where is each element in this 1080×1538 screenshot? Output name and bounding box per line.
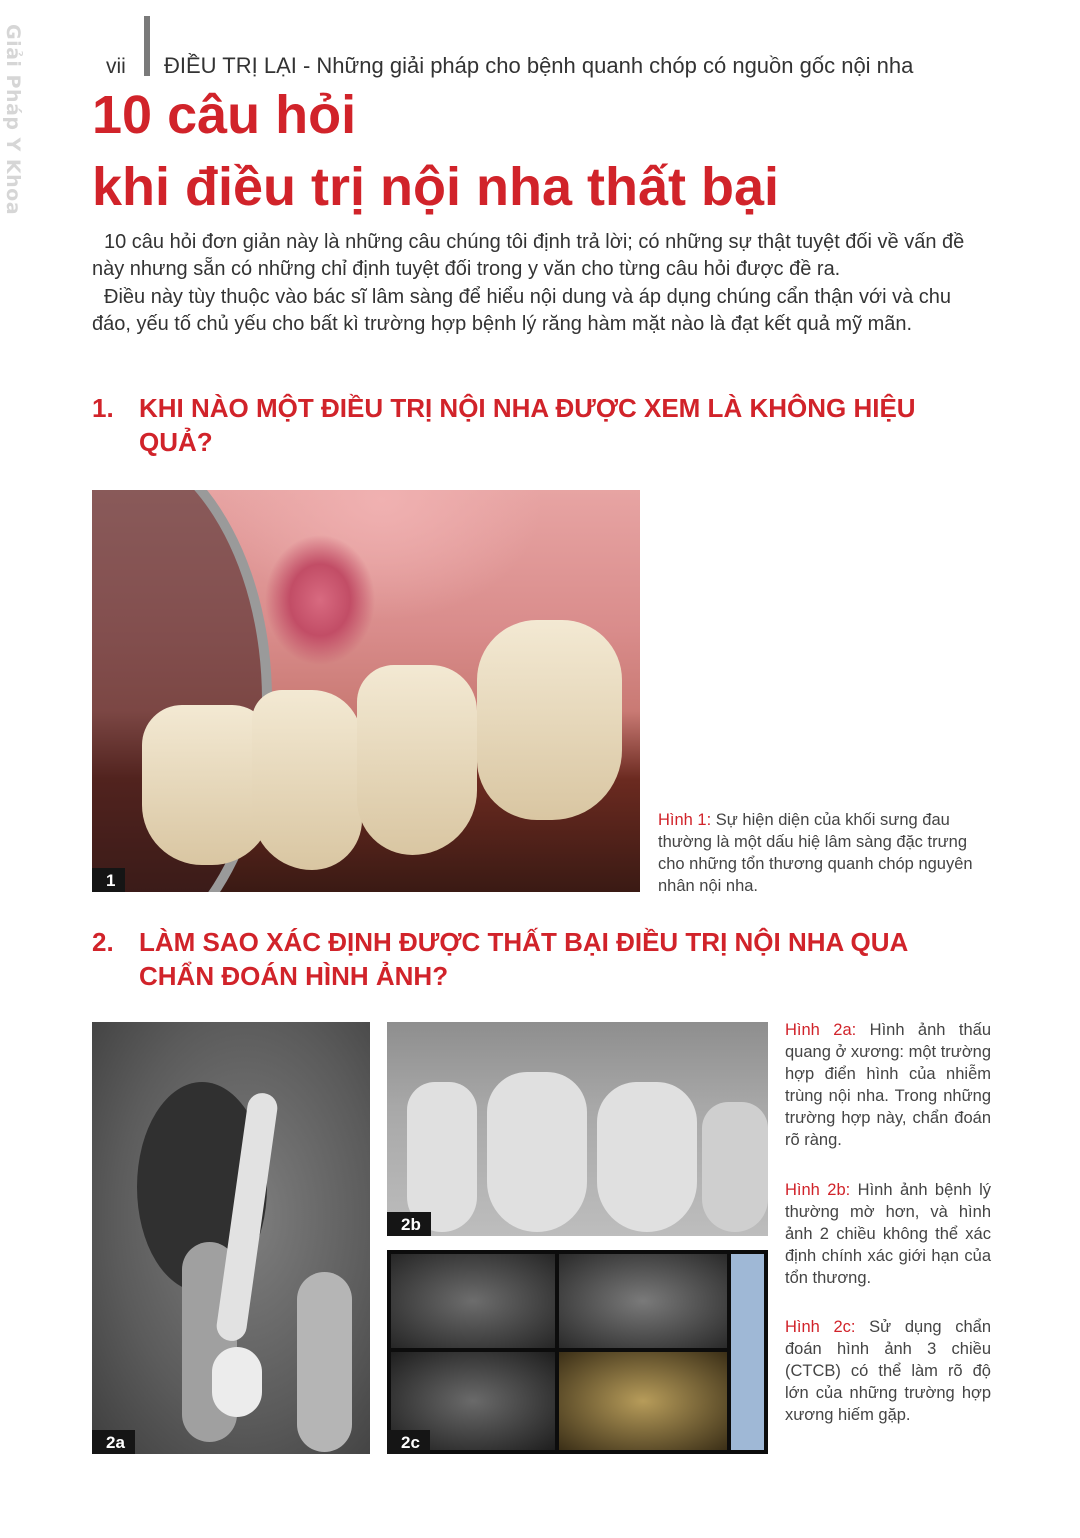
figure-2b-caption-text: Hình ảnh bệnh lý thường mờ hơn, và hình ảnh 2 chiều không thể xác định chính xác giới hạn của tổn thương. [785,1181,991,1287]
running-title: ĐIỀU TRỊ LẠI - Những giải pháp cho bệnh quanh chóp có nguồn gốc nội nha [164,53,914,78]
figure-1-caption [658,809,991,897]
figure-2a-caption-label: Hình 2a: [785,1021,857,1039]
header-divider [144,16,150,76]
figure-1-clinical-photo [92,490,640,892]
figure-1-caption-label: Hình 1: [658,811,712,829]
tooth [407,1082,477,1232]
section-2-heading: LÀM SAO XÁC ĐỊNH ĐƯỢC THẤT BẠI ĐIỀU TRỊ NỘI NHA QUA CHẨN ĐOÁN HÌNH ẢNH? [139,927,908,991]
section-2-number: 2. [92,927,114,957]
cbct-view [559,1254,727,1348]
figure-2b-caption [785,1179,991,1289]
figure-2b-label: 2b [387,1212,431,1236]
tooth [597,1082,697,1232]
page-title-line2: khi điều trị nội nha thất bại [92,157,780,217]
section-1-heading: KHI NÀO MỘT ĐIỀU TRỊ NỘI NHA ĐƯỢC XEM LÀ KHÔNG HIỆU QUẢ? [139,393,916,457]
software-toolbar [731,1254,764,1450]
intro-paragraph-1: 10 câu hỏi đơn giản này là những câu chúng tôi định trả lời; có những sự thật tuyệt đối về vấn đề này nhưng sẵn có những chỉ định tuyệt đối trong y văn cho từng câu hỏi được đề ra. [92,231,965,280]
figure-2a-caption [785,1019,991,1151]
figure-2c-caption [785,1316,991,1426]
watermark-text: Giải Pháp Y Khoa [2,24,24,216]
tooth [252,690,362,870]
figure-2a-label: 2a [92,1430,135,1454]
page-title-line1: 10 câu hỏi [92,85,357,145]
tooth [702,1102,768,1232]
page-number: vii [106,55,126,78]
figure-2c-caption-label: Hình 2c: [785,1318,856,1336]
figure-2b-caption-label: Hình 2b: [785,1181,851,1199]
crown-restoration [212,1347,262,1417]
cbct-view [391,1254,555,1348]
figure-2a-xray [92,1022,370,1454]
section-1-number: 1. [92,393,114,423]
figure-1-caption-text: Sự hiện diện của khối sưng đau thường là một dấu hiệ lâm sàng đặc trưng cho những tổn thương quanh chóp nguyên nhân nội nha. [658,811,973,895]
figure-2b-xray [387,1022,768,1236]
tooth-root [297,1272,352,1452]
tooth [477,620,622,820]
tooth [357,665,477,855]
figure-1-label: 1 [92,868,125,892]
figure-2c-caption-text: Sử dụng chẩn đoán hình ảnh 3 chiều (CTCB) có thể làm rõ độ lớn của những trường hợp xương hiếm gặp. [785,1318,991,1424]
intro-paragraph-2: Điều này tùy thuộc vào bác sĩ lâm sàng để hiểu nội dung và áp dụng chúng cẩn thận với và chu đáo, yếu tố chủ yếu cho bất kì trường hợp bệnh lý răng hàm mặt nào là đạt kết quả mỹ mãn. [92,286,952,335]
figure-2c-label: 2c [387,1430,430,1454]
figure-2a-caption-text: Hình ảnh thấu quang ở xương: một trường hợp điển hình của nhiễm trùng nội nha. Trong những trường hợp này, chẩn đoán rõ ràng. [785,1021,992,1149]
figure-2c-cbct [387,1250,768,1454]
cbct-3d-render [559,1352,727,1450]
tooth [487,1072,587,1232]
